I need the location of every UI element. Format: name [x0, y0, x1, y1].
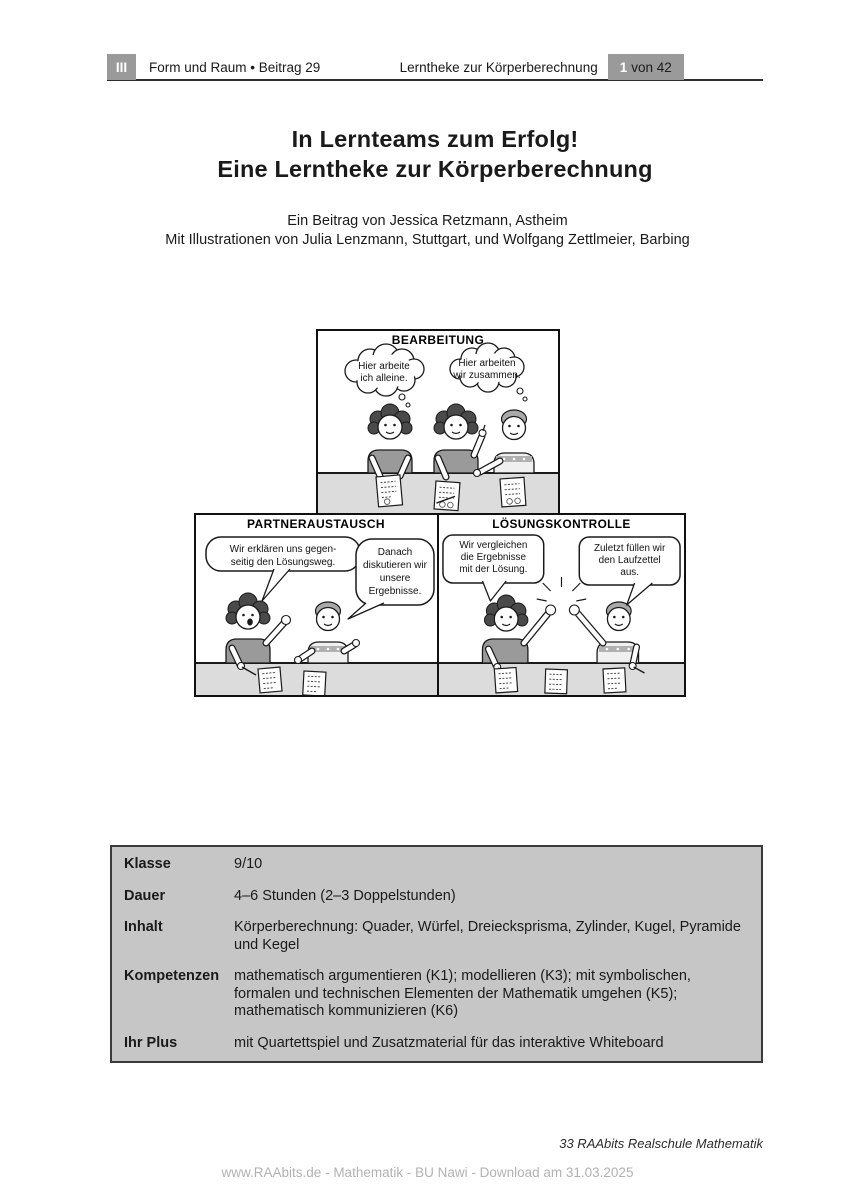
page-of-total: von 42: [631, 59, 672, 75]
bubble-line: Zuletzt füllen wir: [594, 542, 666, 555]
header-right-text: Lerntheke zur Körperberechnung: [399, 59, 598, 75]
page-number-badge: [608, 54, 684, 80]
header-left-text: Form und Raum • Beitrag 29: [149, 59, 321, 75]
download-watermark: www.RAAbits.de - Mathematik - BU Nawi - Download am 31.03.2025: [221, 1165, 634, 1180]
series-reference: 33 RAAbits Realschule Mathematik: [559, 1136, 763, 1151]
info-table: [110, 845, 763, 1063]
worksheet-paper: [494, 667, 517, 692]
thought-bubble-together: [450, 343, 527, 401]
speech-bubble-discuss: [348, 539, 434, 619]
speech-bubble-compare: [443, 535, 544, 601]
worksheet-paper: [545, 669, 568, 694]
panel-title: PARTNERAUSTAUSCH: [247, 517, 385, 531]
info-label-kompetenzen: Kompetenzen: [124, 968, 220, 984]
high-five-sparks: [537, 577, 586, 601]
comic-panel-loesungskontrolle: [437, 513, 686, 697]
comic-panel-partneraustausch: [194, 513, 439, 697]
byline-line-1: Ein Beitrag von Jessica Retzmann, Astheim: [287, 213, 568, 229]
bubble-line: unsere: [379, 573, 411, 584]
worksheet-paper: [603, 668, 626, 693]
worksheet-paper: [500, 477, 526, 507]
info-label-inhalt: Inhalt: [124, 919, 163, 935]
bubble-line: Ergebnisse.: [368, 586, 422, 597]
bubble-line: ich alleine.: [360, 373, 408, 384]
info-value-dauer: 4–6 Stunden (2–3 Doppelstunden): [234, 887, 456, 904]
title-line-1: In Lernteams zum Erfolg!: [291, 126, 579, 152]
bubble-line: Hier arbeite: [358, 361, 410, 372]
bubble-line: Hier arbeiten: [458, 358, 516, 369]
info-value-inhalt: Körperberechnung: Quader, Würfel, Dreiecksprisma, Zylinder, Kugel, Pyramide und Kegel: [234, 919, 741, 953]
panel-title: LÖSUNGSKONTROLLE: [492, 516, 631, 532]
info-label-klasse: Klasse: [124, 856, 171, 872]
comic-illustration: [194, 329, 691, 697]
speech-bubble-laufzettel: [579, 537, 680, 605]
bubble-line: diskutieren wir: [363, 560, 427, 571]
bubble-line: Danach: [377, 547, 413, 558]
bubble-line: aus.: [620, 566, 639, 579]
panel-title: BEARBEITUNG: [391, 333, 485, 347]
worksheet-paper: [434, 481, 460, 511]
partneraustausch-drawing: [196, 515, 437, 695]
student-listening: [295, 602, 360, 664]
bubble-line: wir zusammen.: [453, 370, 521, 381]
section-label: III: [115, 59, 128, 75]
bubble-line: mit der Lösung.: [459, 563, 528, 576]
page-header: [107, 55, 763, 81]
byline-line-2: Mit Illustrationen von Julia Lenzmann, Stuttgart, und Wolfgang Zettlmeier, Barbing: [165, 232, 690, 248]
worksheet-paper: [258, 667, 282, 693]
worksheet-paper: [303, 671, 326, 695]
document-title: [107, 124, 763, 184]
bearbeitung-drawing: [318, 331, 558, 513]
byline: [60, 212, 795, 250]
bubble-line: seitig den Lösungsweg.: [230, 557, 336, 568]
info-value-ihr-plus: mit Quartettspiel und Zusatzmaterial für das interaktive Whiteboard: [234, 1034, 664, 1051]
info-value-klasse: 9/10: [234, 856, 263, 872]
page-current: 1: [619, 59, 628, 75]
section-badge: [107, 54, 136, 80]
bubble-line: die Ergebnisse: [460, 551, 526, 564]
bubble-line: Wir erklären uns gegen-: [229, 544, 337, 555]
loesungskontrolle-drawing: [439, 515, 684, 695]
info-label-ihr-plus: Ihr Plus: [124, 1034, 178, 1051]
thought-bubble-alone: [345, 344, 424, 407]
info-value-kompetenzen: mathematisch argumentieren (K1); modellieren (K3); mit symbolischen, formalen und technischen Elementen der Mathematik umgehen (K5); mathematisch kommunizieren (K6): [234, 968, 691, 1019]
info-label-dauer: Dauer: [124, 887, 166, 904]
bubble-line: Wir vergleichen: [459, 539, 528, 552]
speech-bubble-explain: [206, 537, 360, 601]
bubble-line: den Laufzettel: [598, 554, 661, 567]
title-line-2: Eine Lerntheke zur Körperberechnung: [217, 156, 653, 182]
worksheet-paper: [376, 475, 403, 507]
comic-panel-bearbeitung: [316, 329, 560, 515]
